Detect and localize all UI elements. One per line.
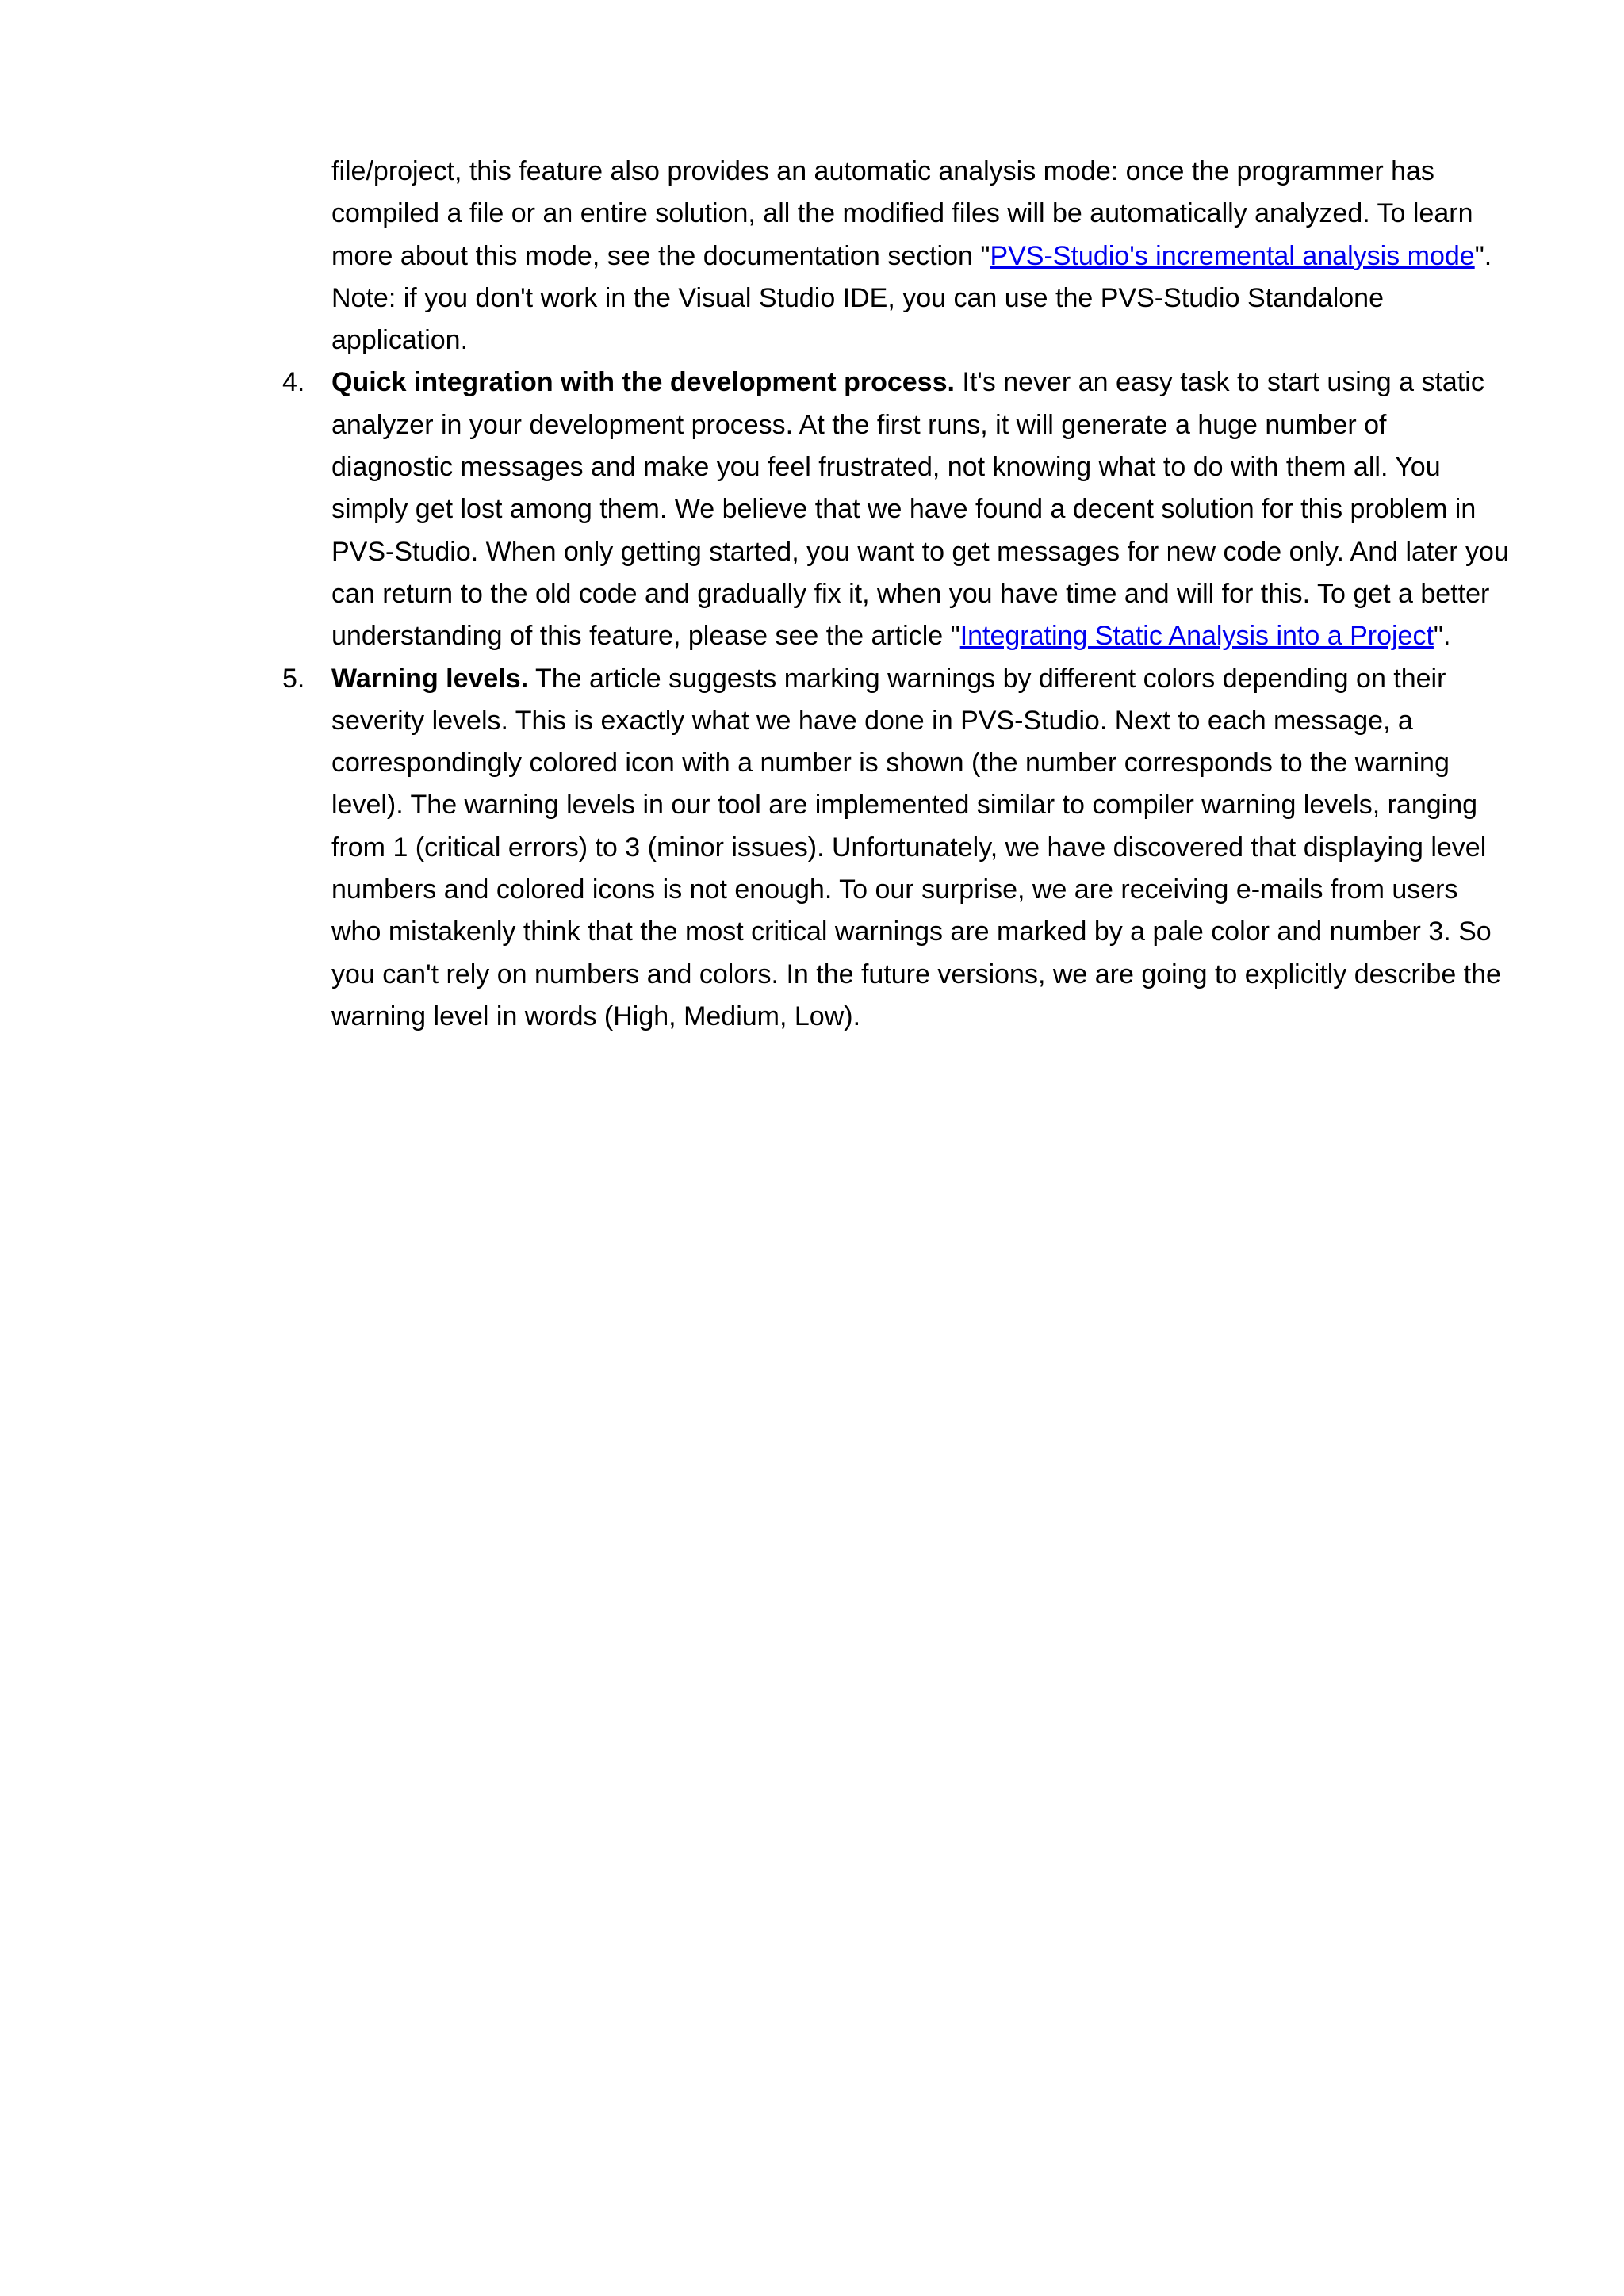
list-item-4-text-before-link: It's never an easy task to start using a static analyzer in your development process. At the first runs, it will generate a huge number of diagnostic messages and make you feel frustrated, not knowing what to do with them all. You simply get lost among them. We believe that we have found a decent solution for this problem in PVS-Studio. When only getting started, you want to get messages for new code only. And later you can return to the old code and gradually fix it, when you have time and will for this. To get a better understanding of this feature, please see the article " <box>331 367 1509 652</box>
continuation-paragraph <box>331 151 1513 362</box>
document-body <box>282 151 1513 1038</box>
continuation-text-after-link: ". Note: if you don't work in the Visual Studio IDE, you can use the PVS-Studio Standalone application. <box>331 240 1492 356</box>
list-number-5: 5. <box>282 663 305 694</box>
continuation-text-before-link: file/project, this feature also provides an automatic analysis mode: once the programmer has compiled a file or an entire solution, all the modified files will be automatically analyzed. To learn more about this mode, see the documentation section " <box>331 156 1473 271</box>
list-number-4: 4. <box>282 367 305 398</box>
list-item-5-text: The article suggests marking warnings by different colors depending on their severity levels. This is exactly what we have done in PVS-Studio. Next to each message, a correspondingly colored icon with a number is shown (the number corresponds to the warning level). The warning levels in our tool are implemented similar to compiler warning levels, ranging from 1 (critical errors) to 3 (minor issues). Unfortunately, we have discovered that displaying level numbers and colored icons is not enough. To our surprise, we are receiving e-mails from users who mistakenly think that the most critical warnings are marked by a pale color and number 3. So you can't rely on numbers and colors. In the future versions, we are going to explicitly describe the warning level in words (High, Medium, Low). <box>331 663 1501 1031</box>
integrating-static-analysis-link[interactable]: Integrating Static Analysis into a Project <box>959 621 1434 652</box>
list-item-4-heading: Quick integration with the development process. <box>331 367 955 398</box>
incremental-analysis-link[interactable]: PVS-Studio's incremental analysis mode <box>990 240 1475 271</box>
list-item-4 <box>282 362 1513 657</box>
list-item-5 <box>282 658 1513 1039</box>
list-item-5-heading: Warning levels. <box>331 663 529 694</box>
list-item-4-text-after-link: ". <box>1433 621 1451 652</box>
